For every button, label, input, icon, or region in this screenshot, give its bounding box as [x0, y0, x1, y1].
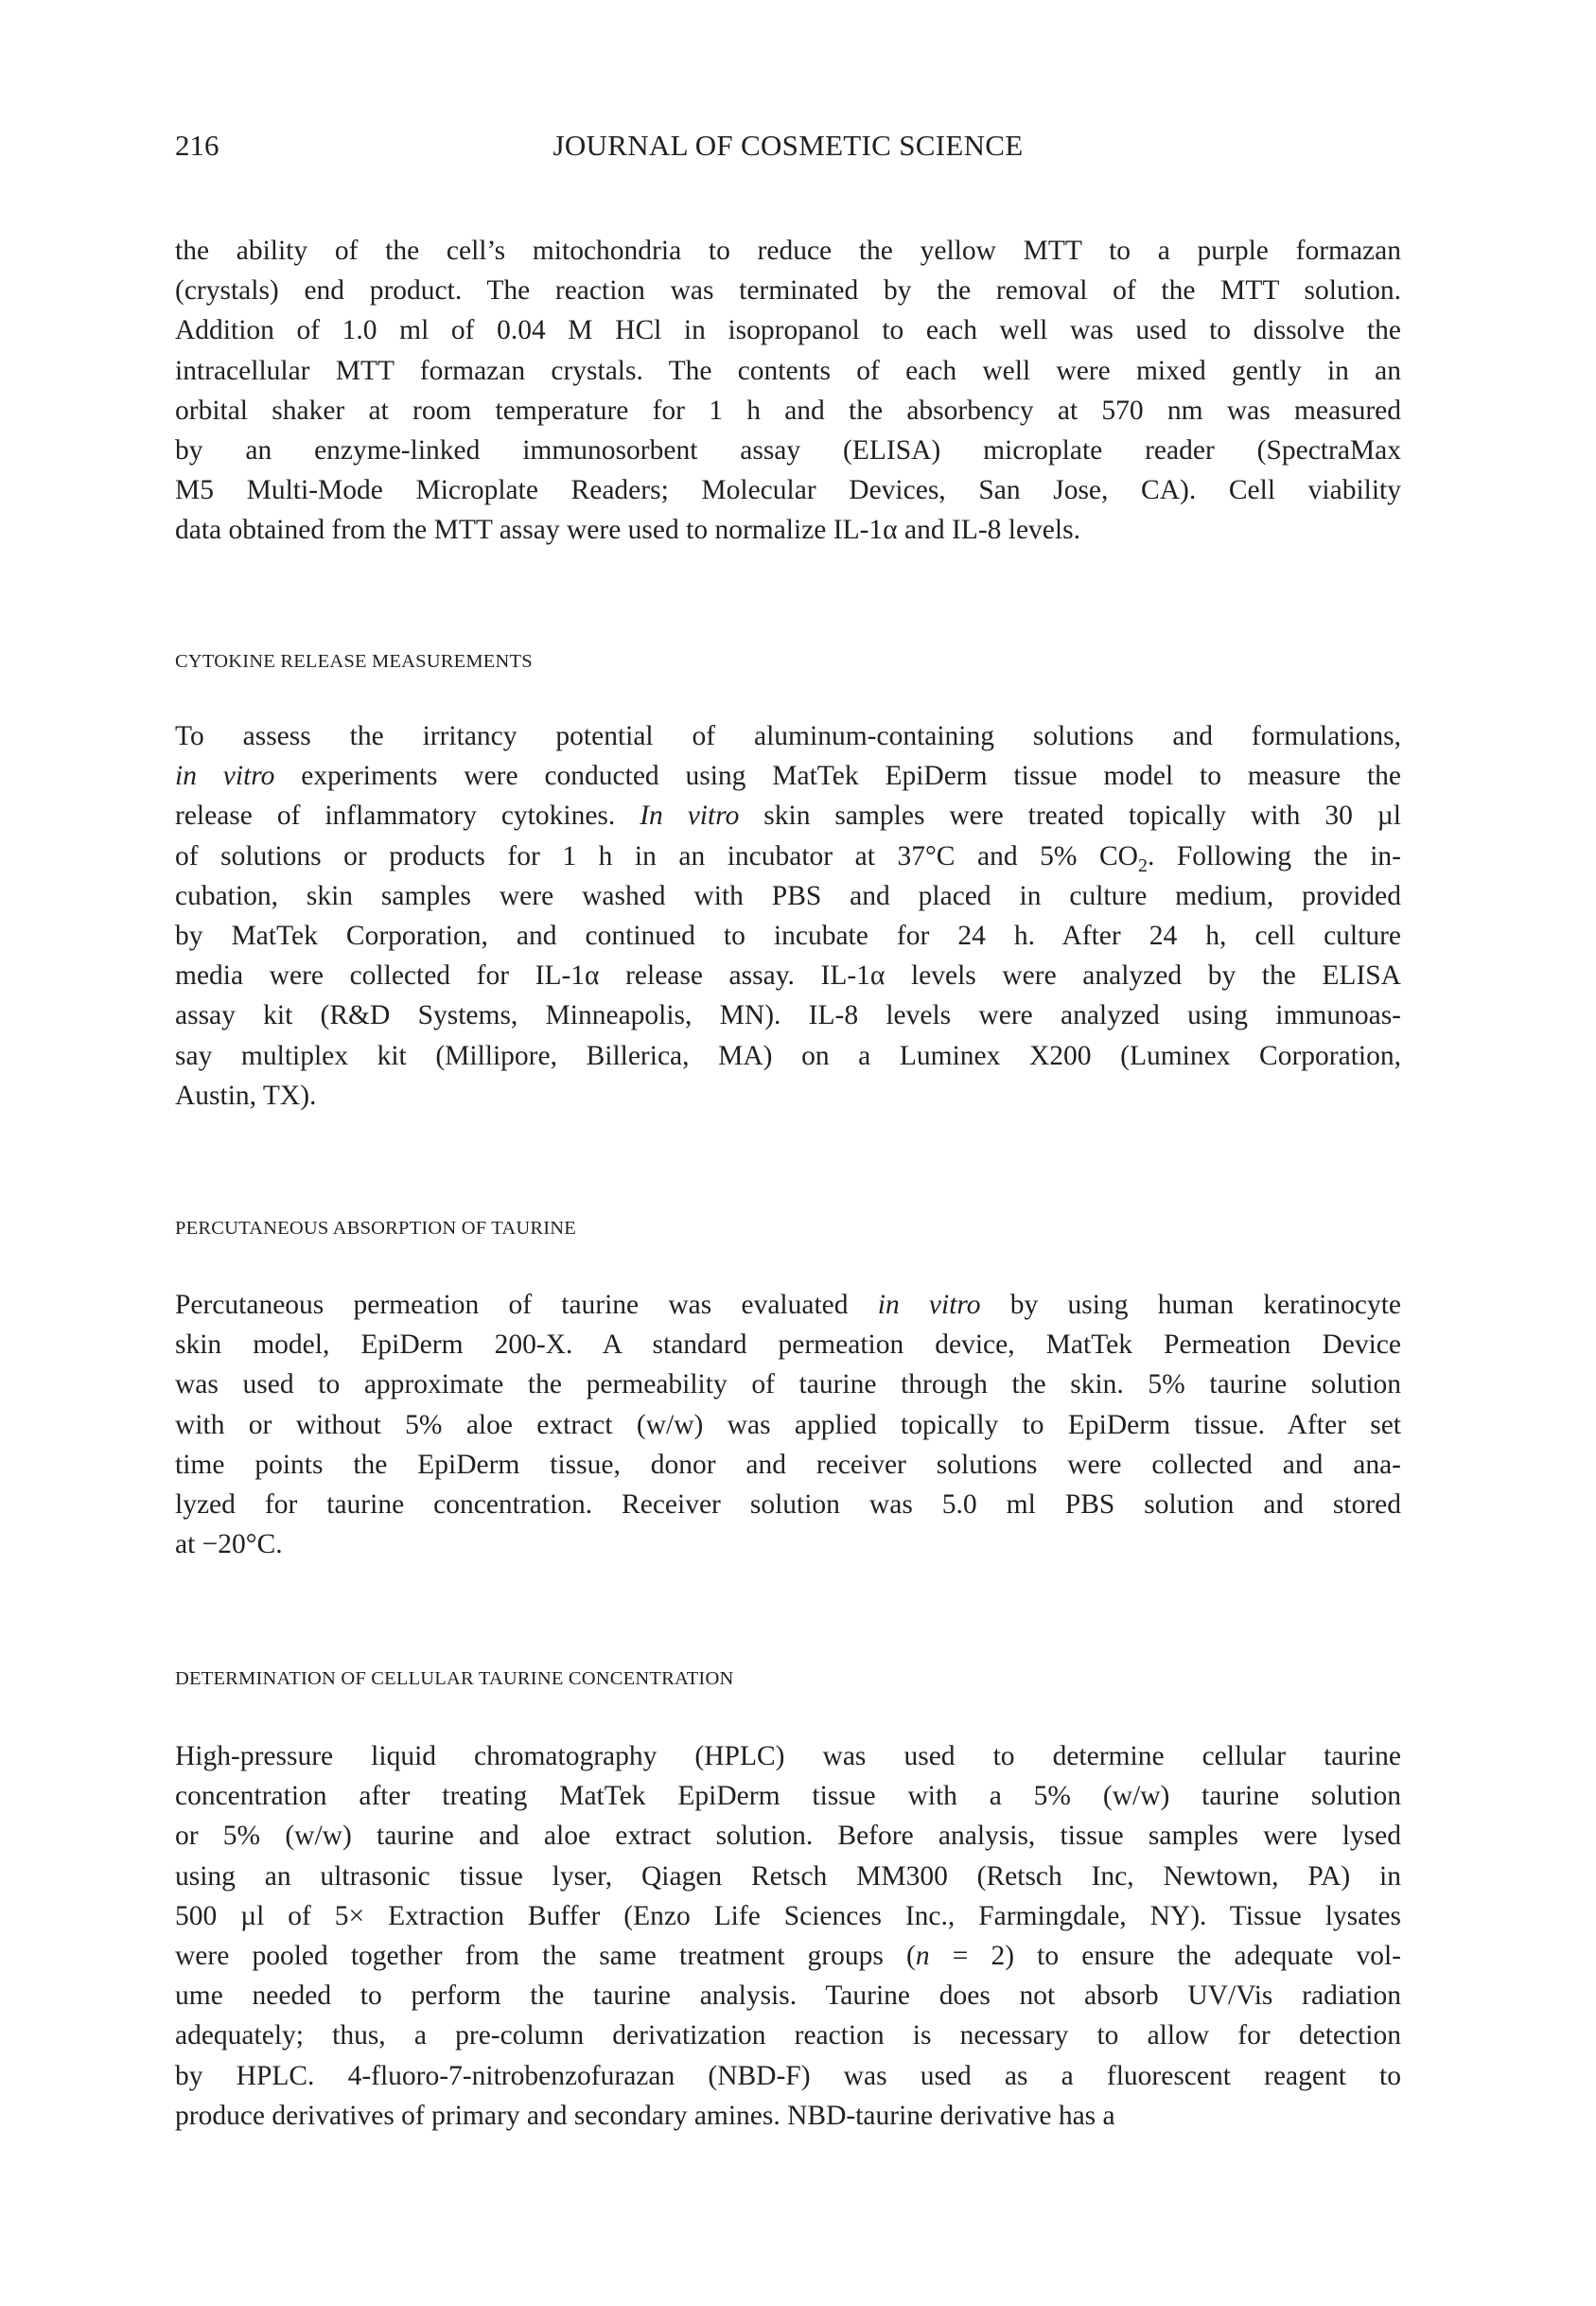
text-line [175, 1405, 1401, 1445]
text-line [175, 1857, 1401, 1896]
paragraph-taurine-concentration [175, 1736, 1401, 2136]
text-segment: produce derivatives of primary and secondary amines. NBD-taurine derivative has a [175, 2100, 1115, 2131]
text-line [175, 1816, 1401, 1856]
text-segment: by HPLC. 4-fluoro-7-nitrobenzofurazan (NBD-F) was used as a fluorescent reagent to [175, 2060, 1401, 2091]
italic-text: in vitro [175, 761, 275, 792]
text-line [175, 1325, 1401, 1364]
text-line [175, 2096, 1401, 2136]
text-segment: . Following the in- [1147, 840, 1402, 871]
text-line [175, 1036, 1401, 1076]
text-line [175, 2016, 1401, 2055]
text-line [175, 1076, 1401, 1116]
text-segment: ume needed to perform the taurine analysis. Taurine does not absorb UV/Vis radiation [175, 1980, 1401, 2012]
text-line [175, 876, 1401, 916]
text-segment: release of inflammatory cytokines. [175, 801, 640, 832]
text-segment: adequately; thus, a pre-column derivatization reaction is necessary to allow for detection [175, 2020, 1401, 2051]
text-line [175, 1485, 1401, 1524]
text-line [175, 1776, 1401, 1816]
text-segment: lyzed for taurine concentration. Receiver solution was 5.0 ml PBS solution and stored [175, 1488, 1401, 1520]
section-heading-percutaneous: PERCUTANEOUS ABSORPTION OF TAURINE [175, 1218, 577, 1239]
text-line [175, 956, 1401, 995]
text-line [175, 836, 1401, 876]
text-line [175, 1524, 1401, 1564]
text-line [175, 231, 1401, 271]
paragraph-percutaneous-absorption [175, 1285, 1401, 1564]
text-segment: Percutaneous permeation of taurine was evaluated [175, 1290, 878, 1320]
journal-title: JOURNAL OF COSMETIC SCIENCE [552, 129, 1024, 162]
text-segment: High-pressure liquid chromatography (HPLC) was used to determine cellular taurine [175, 1741, 1401, 1771]
text-segment: Austin, TX). [175, 1080, 317, 1111]
section-heading-cytokine: CYTOKINE RELEASE MEASUREMENTS [175, 651, 533, 672]
text-line [175, 351, 1401, 391]
text-segment: Addition of 1.0 ml of 0.04 M HCl in isopropanol to each well was used to dissolve the [175, 315, 1401, 346]
text-line [175, 916, 1401, 956]
text-line [175, 1736, 1401, 1776]
text-line [175, 1936, 1401, 1976]
text-segment: time points the EpiDerm tissue, donor and receiver solutions were collected and ana- [175, 1449, 1401, 1480]
italic-text: n [915, 1940, 930, 1971]
text-line [175, 1896, 1401, 1936]
text-line [175, 1364, 1401, 1404]
page-number: 216 [175, 129, 219, 162]
text-segment: To assess the irritancy potential of aluminum-containing solutions and formulations, [175, 721, 1401, 751]
subscript-text: 2 [1137, 854, 1148, 876]
text-segment: M5 Multi-Mode Microplate Readers; Molecular Devices, San Jose, CA). Cell viability [175, 475, 1401, 506]
text-line [175, 1976, 1401, 2016]
paragraph-mtt-assay [175, 231, 1401, 551]
text-line [175, 1285, 1401, 1325]
text-segment: media were collected for IL-1α release assay. IL-1α levels were analyzed by the ELISA [175, 960, 1401, 992]
text-segment: = 2) to ensure the adequate vol- [929, 1940, 1401, 1971]
running-header [175, 129, 1401, 167]
text-segment: by using human keratinocyte [980, 1290, 1401, 1320]
text-segment: say multiplex kit (Millipore, Billerica, MA) on a Luminex X200 (Luminex Corporation, [175, 1040, 1401, 1071]
text-line [175, 391, 1401, 431]
text-segment: by MatTek Corporation, and continued to incubate for 24 h. After 24 h, cell culture [175, 920, 1401, 951]
text-segment: 500 µl of 5× Extraction Buffer (Enzo Life Sciences Inc., Farmingdale, NY). Tissue lysates [175, 1900, 1401, 1931]
text-segment: experiments were conducted using MatTek EpiDerm tissue model to measure the [274, 761, 1401, 792]
text-line [175, 470, 1401, 510]
text-line [175, 2056, 1401, 2096]
text-segment: or 5% (w/w) taurine and aloe extract solution. Before analysis, tissue samples were lysed [175, 1821, 1401, 1852]
text-segment: of solutions or products for 1 h in an incubator at 37°C and 5% CO [175, 840, 1138, 871]
text-segment: concentration after treating MatTek EpiDerm tissue with a 5% (w/w) taurine solution [175, 1781, 1401, 1812]
text-line [175, 716, 1401, 756]
text-segment: (crystals) end product. The reaction was terminated by the removal of the MTT solution. [175, 275, 1401, 307]
text-segment: skin model, EpiDerm 200-X. A standard permeation device, MatTek Permeation Device [175, 1329, 1401, 1361]
text-line [175, 310, 1401, 350]
text-segment: assay kit (R&D Systems, Minneapolis, MN). IL-8 levels were analyzed using immunoas- [175, 1000, 1401, 1031]
section-heading-determination: DETERMINATION OF CELLULAR TAURINE CONCENTRATION [175, 1668, 734, 1689]
text-line [175, 995, 1401, 1035]
text-segment: skin samples were treated topically with 30 µl [739, 801, 1401, 832]
text-segment: with or without 5% aloe extract (w/w) was applied topically to EpiDerm tissue. After set [175, 1409, 1401, 1440]
text-segment: were pooled together from the same treatment groups ( [175, 1940, 916, 1971]
text-segment: orbital shaker at room temperature for 1 h and the absorbency at 570 nm was measured [175, 395, 1401, 426]
text-segment: intracellular MTT formazan crystals. The contents of each well were mixed gently in an [175, 355, 1401, 386]
text-segment: data obtained from the MTT assay were used to normalize IL-1α and IL-8 levels. [175, 515, 1080, 546]
text-segment: was used to approximate the permeability of taurine through the skin. 5% taurine solution [175, 1369, 1401, 1400]
text-line [175, 1445, 1401, 1485]
italic-text: in vitro [877, 1290, 981, 1320]
text-line [175, 510, 1401, 550]
text-segment: by an enzyme-linked immunosorbent assay (ELISA) microplate reader (SpectraMax [175, 434, 1401, 466]
text-segment: cubation, skin samples were washed with PBS and placed in culture medium, provided [175, 880, 1401, 911]
italic-text: In vitro [640, 801, 740, 832]
text-line [175, 431, 1401, 470]
text-line [175, 796, 1401, 836]
paragraph-cytokine-release [175, 716, 1401, 1116]
text-line [175, 271, 1401, 310]
text-segment: using an ultrasonic tissue lyser, Qiagen Retsch MM300 (Retsch Inc, Newtown, PA) in [175, 1860, 1401, 1892]
text-segment: the ability of the cell’s mitochondria to reduce the yellow MTT to a purple formazan [175, 236, 1401, 266]
text-line [175, 756, 1401, 796]
text-segment: at −20°C. [175, 1529, 283, 1560]
